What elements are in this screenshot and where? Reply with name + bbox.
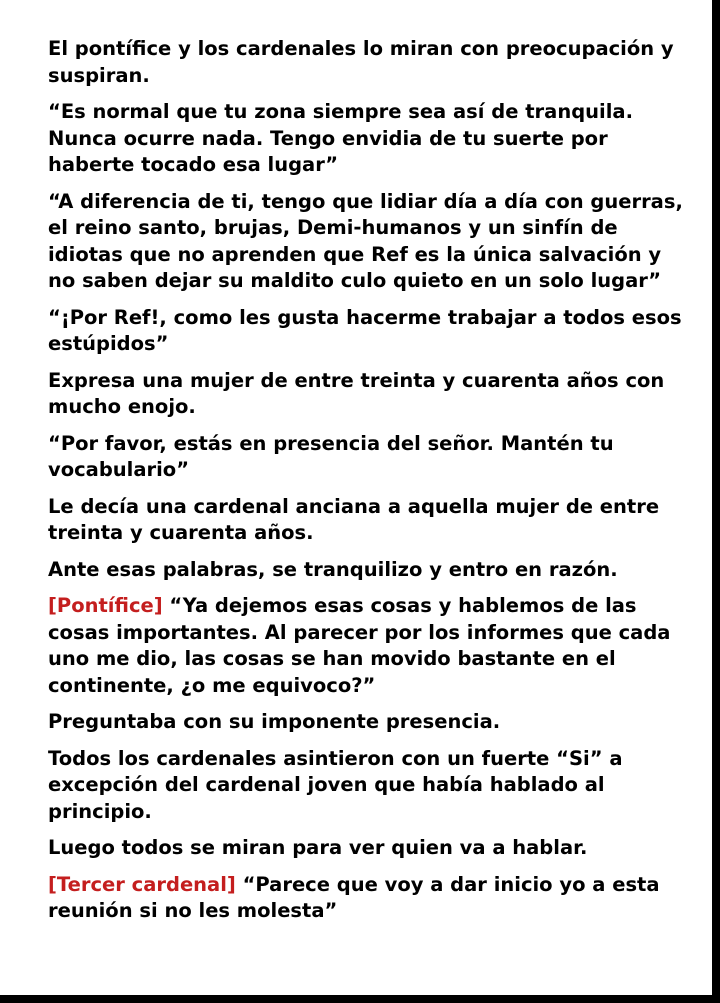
paragraph-text: Le decía una cardenal anciana a aquella mujer de entre treinta y cuarenta años. (48, 494, 660, 544)
paragraph-text: Todos los cardenales asintieron con un fuerte “Si” a excepción del cardenal joven que había hablado al principio. (48, 746, 623, 823)
speaker-tag: [Tercer cardenal] (48, 872, 236, 896)
paragraph-text: Luego todos se miran para ver quien va a hablar. (48, 836, 588, 859)
dialogue-paragraph (48, 872, 688, 925)
paragraph-text: Expresa una mujer de entre treinta y cuarenta años con mucho enojo. (48, 368, 665, 418)
dialogue-paragraph (48, 593, 688, 699)
story-text (48, 36, 688, 935)
paragraph (48, 709, 688, 736)
paragraph-text: El pontífice y los cardenales lo miran con preocupación y suspiran. (48, 37, 674, 87)
paragraph (48, 431, 688, 484)
speaker-tag: [Pontífice] (48, 594, 163, 617)
paragraph (48, 746, 688, 826)
paragraph (48, 835, 688, 862)
paragraph (48, 305, 688, 358)
paragraph (48, 557, 688, 584)
paragraph (48, 99, 688, 179)
paragraph (48, 189, 688, 295)
paragraph-text: “A diferencia de ti, tengo que lidiar día a día con guerras, el reino santo, brujas, Demi-humanos y un sinfín de idiotas que no aprenden que Ref es la única salvación y no saben dejar su maldito culo quieto en un solo lugar” (48, 189, 683, 292)
paragraph-text: Preguntaba con su imponente presencia. (48, 710, 501, 733)
paragraph-text: “Ya dejemos esas cosas y hablemos de las cosas importantes. Al parecer por los informes que cada uno me dio, las cosas se han movido bastante en el continente, ¿o me equivoco?” (48, 594, 671, 697)
paragraph (48, 36, 688, 89)
paragraph (48, 368, 688, 421)
paragraph-text: “Por favor, estás en presencia del señor. Mantén tu vocabulario” (48, 431, 614, 481)
paragraph-text: “Parece que voy a dar inicio yo a esta reunión si no les molesta” (48, 872, 660, 922)
paragraph (48, 494, 688, 547)
paragraph-text: Ante esas palabras, se tranquilizo y entro en razón. (48, 557, 618, 581)
paragraph-text: “Es normal que tu zona siempre sea así de tranquila. Nunca ocurre nada. Tengo envidia de tu suerte por haberte tocado esa lugar” (48, 100, 633, 176)
paragraph-text: “¡Por Ref!, como les gusta hacerme trabajar a todos esos estúpidos” (48, 305, 682, 355)
